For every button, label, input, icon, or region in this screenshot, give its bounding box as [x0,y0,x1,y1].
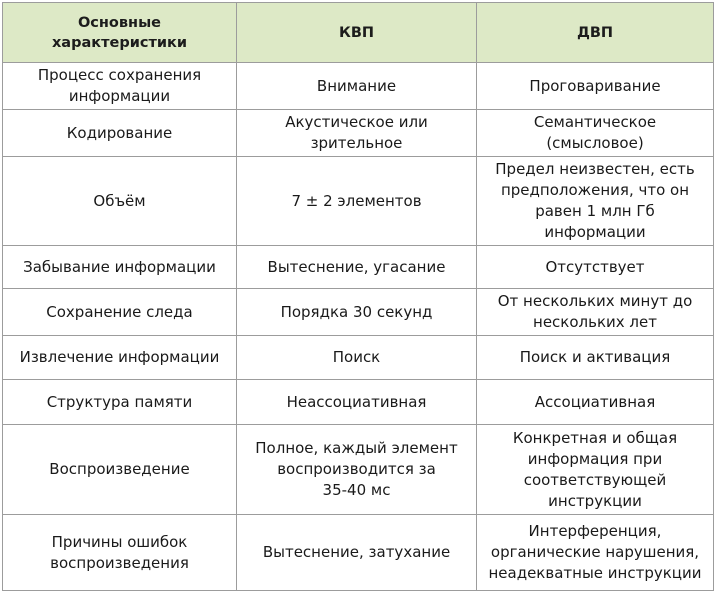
row-dvp-value: Семантическое (смысловое) [477,110,714,157]
row-dvp-value: Конкретная и общая информация при соответствующей инструкции [477,425,714,515]
table-row [3,110,714,157]
row-dvp-value: Поиск и активация [477,336,714,380]
table-header [3,3,714,63]
row-dvp-value: Ассоциативная [477,380,714,425]
table-body [3,63,714,591]
header-dvp: ДВП [477,3,714,63]
row-kvp-value: Поиск [237,336,477,380]
table-row [3,246,714,289]
row-kvp-value: Порядка 30 секунд [237,289,477,336]
row-dvp-value: От нескольких минут до нескольких лет [477,289,714,336]
row-characteristic: Забывание информации [3,246,237,289]
table-row [3,63,714,110]
row-characteristic: Структура памяти [3,380,237,425]
row-kvp-value: Вытеснение, угасание [237,246,477,289]
table-row [3,425,714,515]
row-characteristic: Кодирование [3,110,237,157]
row-kvp-value: Вытеснение, затухание [237,515,477,591]
table-row [3,289,714,336]
table-row [3,515,714,591]
table-row [3,380,714,425]
memory-comparison-table [2,2,714,591]
row-characteristic: Извлечение информации [3,336,237,380]
row-dvp-value: Отсутствует [477,246,714,289]
table-row [3,157,714,246]
header-row [3,3,714,63]
row-kvp-value: Неассоциативная [237,380,477,425]
row-kvp-value: Полное, каждый элемент воспроизводится за 35-40 мс [237,425,477,515]
row-kvp-value: Акустическое или зрительное [237,110,477,157]
header-characteristics: Основные характеристики [3,3,237,63]
row-kvp-value: 7 ± 2 элементов [237,157,477,246]
header-kvp: КВП [237,3,477,63]
row-characteristic: Объём [3,157,237,246]
table-row [3,336,714,380]
row-characteristic: Процесс сохранения информации [3,63,237,110]
row-characteristic: Причины ошибок воспроизведения [3,515,237,591]
row-characteristic: Сохранение следа [3,289,237,336]
row-dvp-value: Проговаривание [477,63,714,110]
row-dvp-value: Интерференция, органические нарушения, неадекватные инструкции [477,515,714,591]
row-characteristic: Воспроизведение [3,425,237,515]
row-kvp-value: Внимание [237,63,477,110]
row-dvp-value: Предел неизвестен, есть предположения, что он равен 1 млн Гб информации [477,157,714,246]
